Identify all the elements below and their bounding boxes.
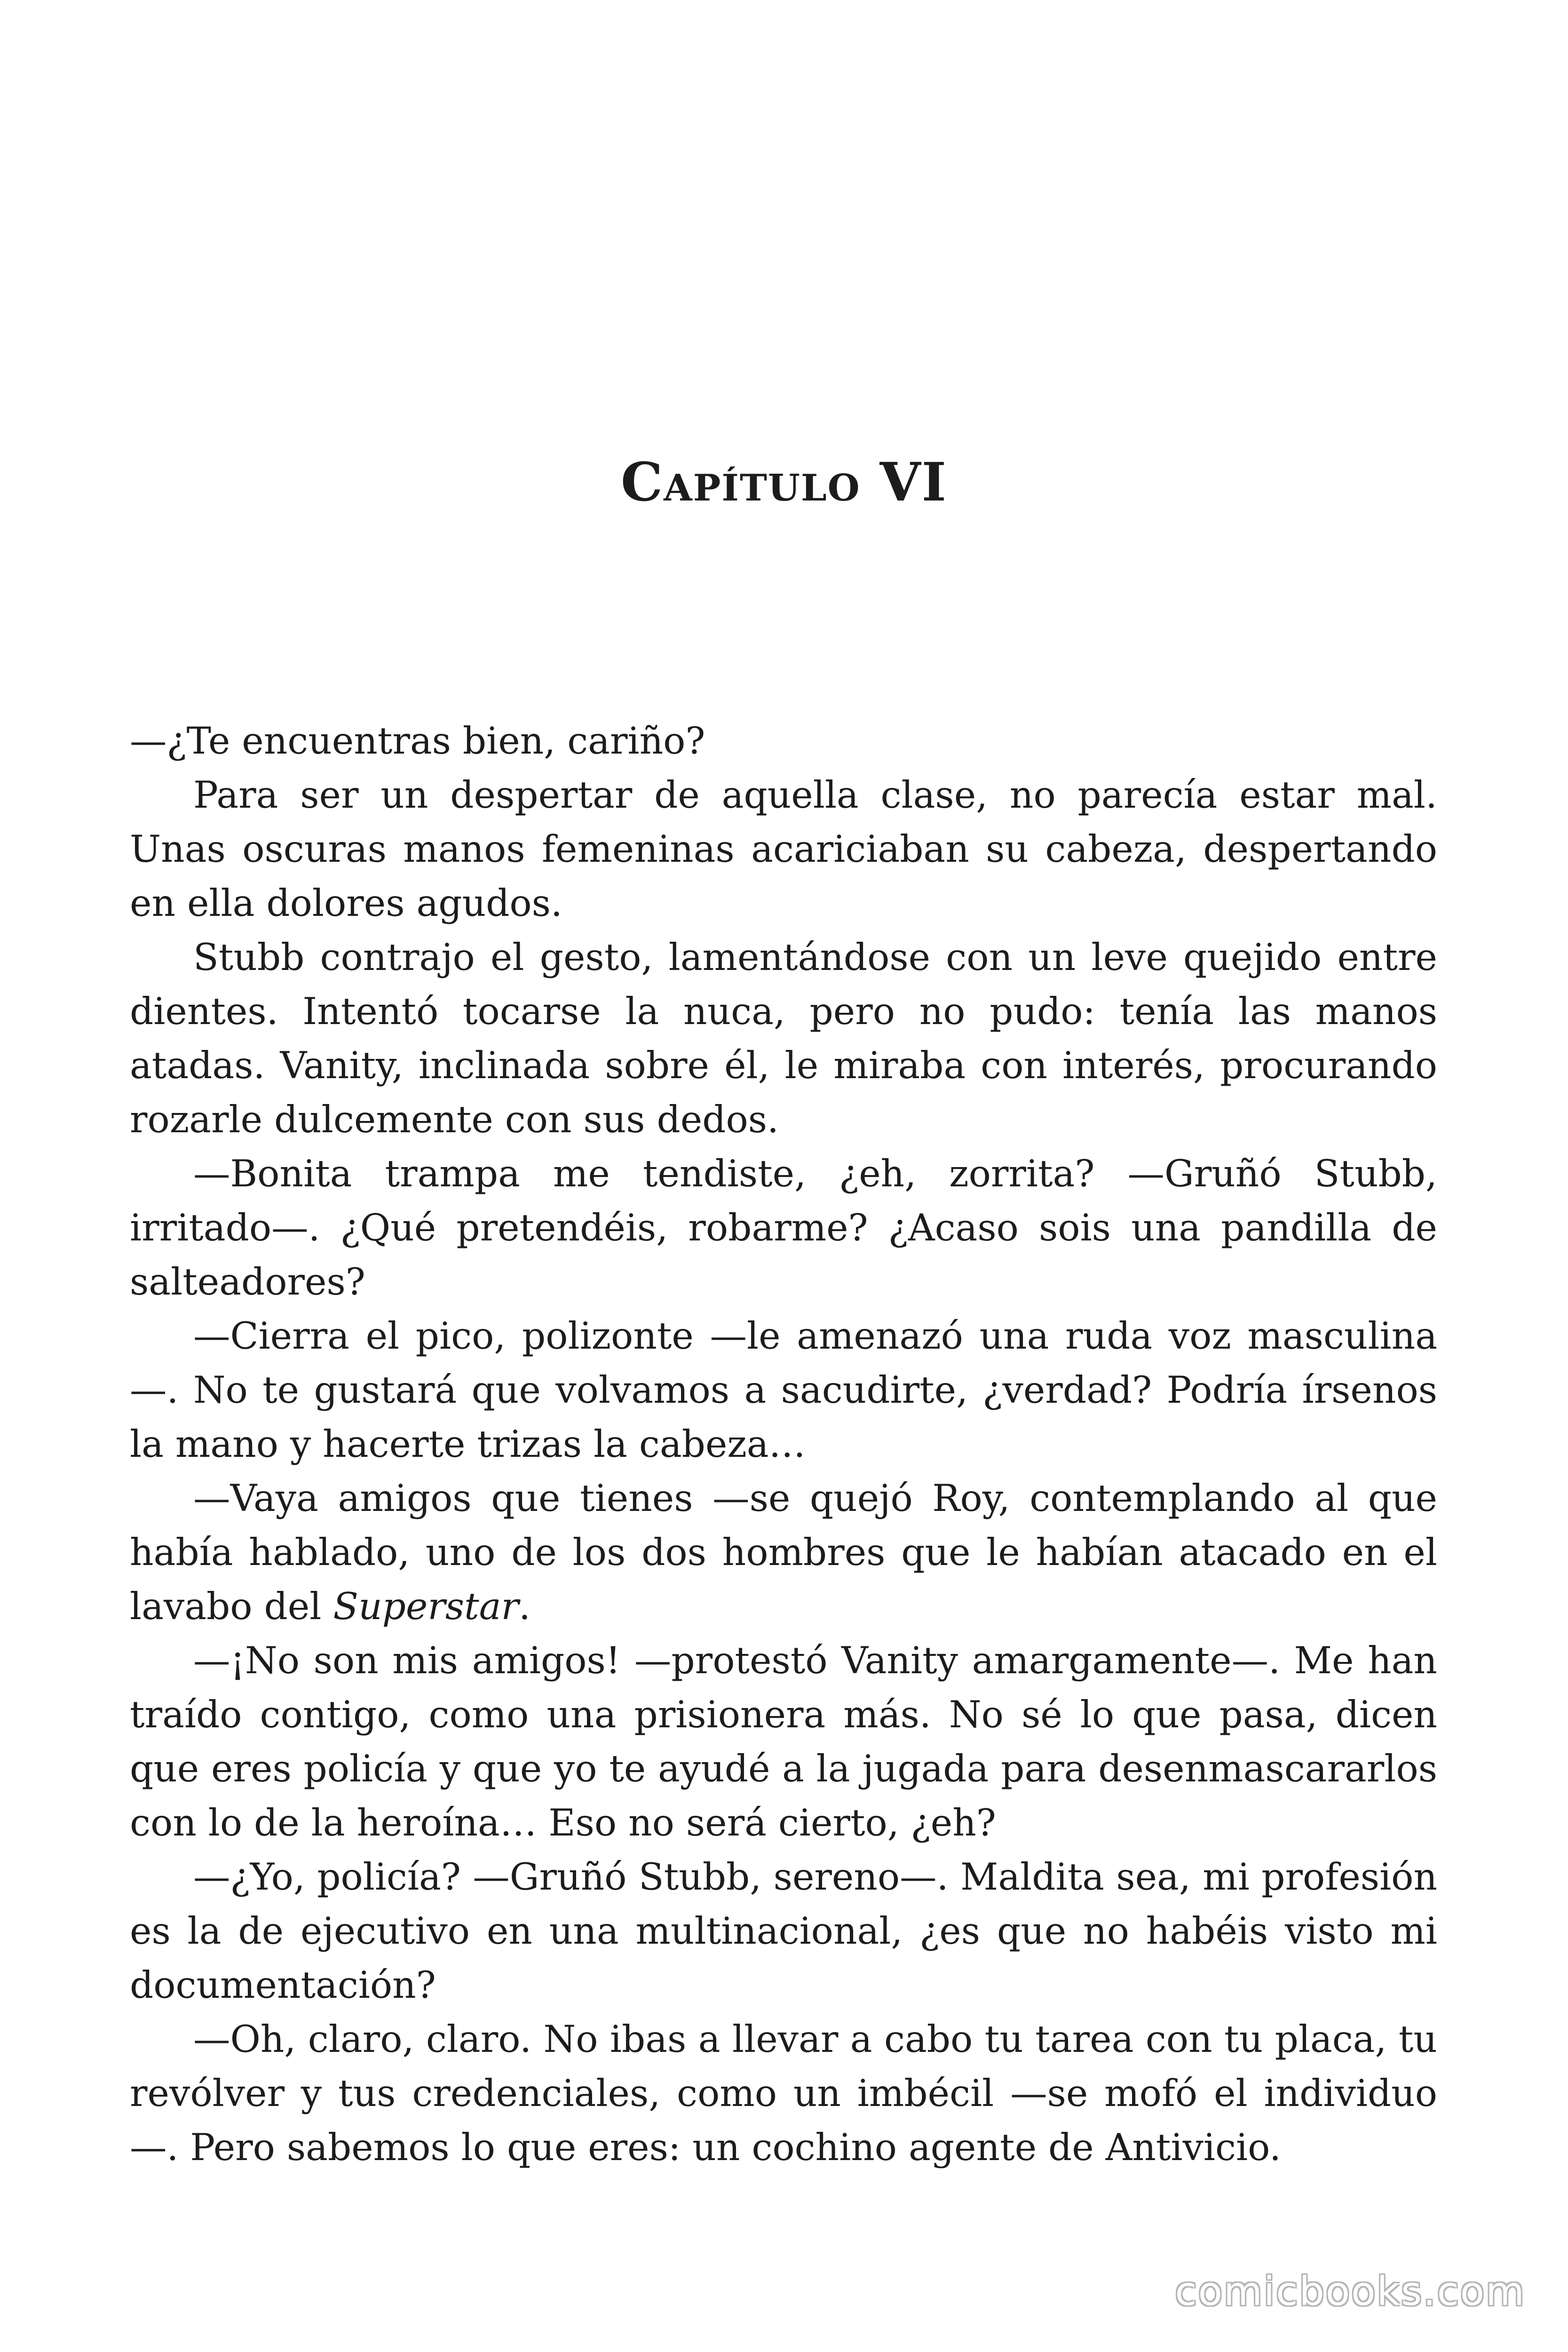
chapter-title-text: Capítulo VI <box>621 452 947 513</box>
paragraph <box>130 1147 1437 1309</box>
chapter-title <box>0 452 1568 513</box>
paragraph-text: —Bonita trampa me tendiste, ¿eh, zorrita? —Gruñó Stubb, irritado—. ¿Qué pretendéis, robarme? ¿Acaso sois una pandilla de salteadores? <box>130 1152 1437 1303</box>
paragraph <box>130 714 1437 768</box>
paragraph-text: . <box>519 1585 531 1628</box>
watermark: comicbooks.com <box>1175 2268 1526 2314</box>
body-text <box>130 714 1437 2175</box>
paragraph <box>130 1850 1437 2012</box>
paragraph-text: Stubb contrajo el gesto, lamentándose con un leve quejido entre dientes. Intentó tocarse la nuca, pero no pudo: tenía las manos atadas. Vanity, inclinada sobre él, le miraba con interés, procurando rozarle dulcemente con sus dedos. <box>130 936 1437 1141</box>
paragraph-text: Para ser un despertar de aquella clase, no parecía estar mal. Unas oscuras manos femeninas acariciaban su cabeza, despertando en ella dolores agudos. <box>130 773 1437 925</box>
italic-ship-name: Superstar <box>333 1585 519 1628</box>
paragraph <box>130 2012 1437 2175</box>
paragraph-text: —Vaya amigos que tienes —se quejó Roy, contemplando al que había hablado, uno de los dos hombres que le habían atacado en el lavabo del <box>130 1477 1437 1628</box>
paragraph-text: —Cierra el pico, polizonte —le amenazó una ruda voz masculina —. No te gustará que volvamos a sacudirte, ¿verdad? Podría írsenos la mano y hacerte trizas la cabeza… <box>130 1314 1437 1466</box>
paragraph-text: —Oh, claro, claro. No ibas a llevar a cabo tu tarea con tu placa, tu revólver y tus credenciales, como un imbécil —se mofó el individuo—. Pero sabemos lo que eres: un cochino agente de Antivicio. <box>130 2018 1437 2169</box>
paragraph <box>130 930 1437 1147</box>
paragraph-text: —¿Yo, policía? —Gruñó Stubb, sereno—. Maldita sea, mi profesión es la de ejecutivo en una multinacional, ¿es que no habéis visto mi documentación? <box>130 1855 1437 2007</box>
paragraph-text: —¿Te encuentras bien, cariño? <box>130 719 705 763</box>
paragraph <box>130 768 1437 930</box>
paragraph <box>130 1471 1437 1634</box>
paragraph-text: —¡No son mis amigos! —protestó Vanity amargamente—. Me han traído contigo, como una prisionera más. No sé lo que pasa, dicen que eres policía y que yo te ayudé a la jugada para desenmascararlos con lo de la heroína… Eso no será cierto, ¿eh? <box>130 1639 1437 1844</box>
paragraph <box>130 1309 1437 1471</box>
paragraph <box>130 1634 1437 1850</box>
